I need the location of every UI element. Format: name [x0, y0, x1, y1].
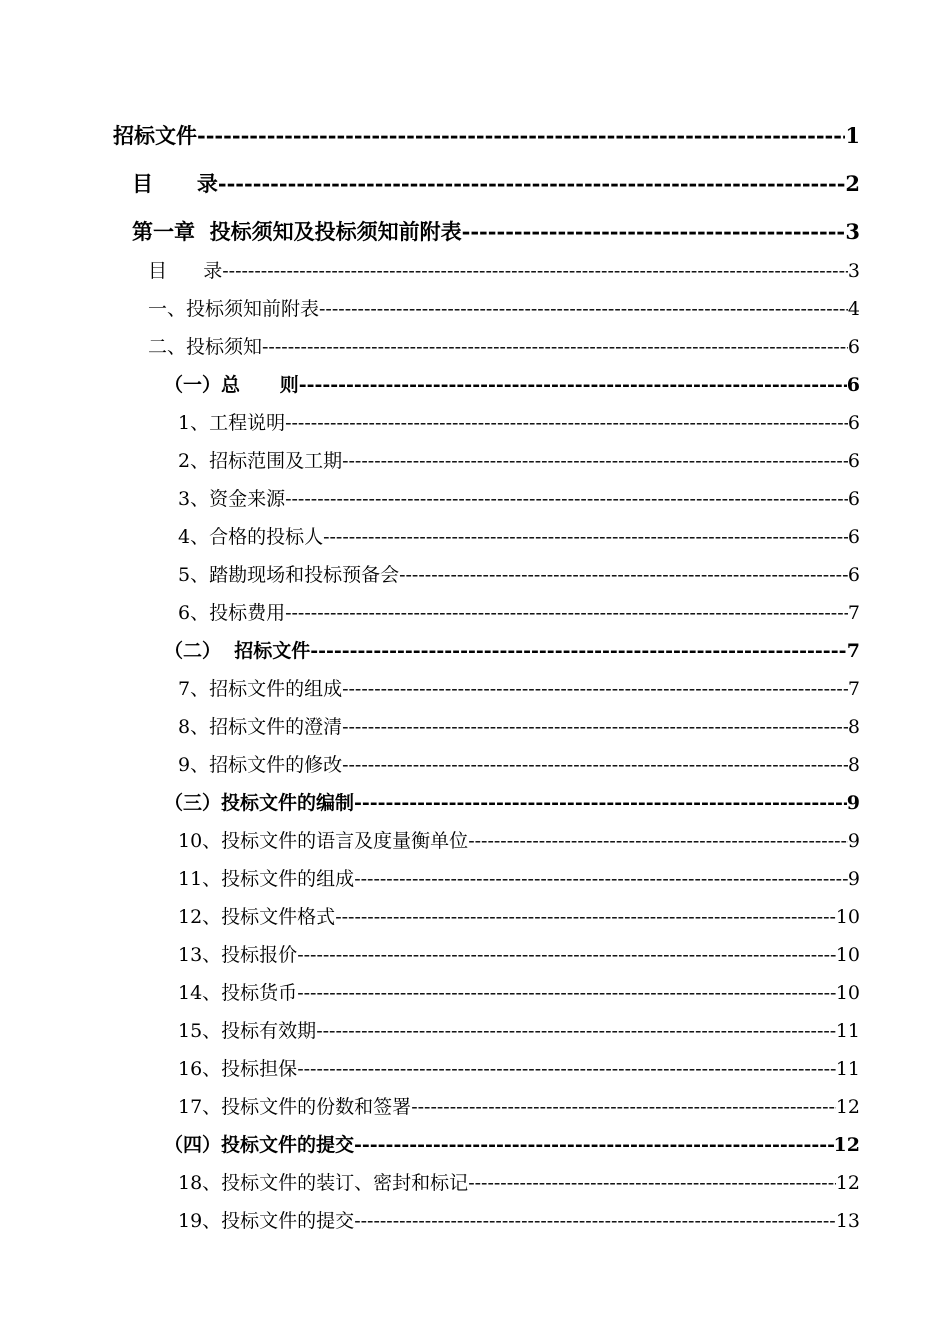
toc-entry-page: 8 [847, 716, 860, 738]
toc-entry[interactable] [178, 978, 860, 1008]
toc-entry-page: 12 [833, 1134, 860, 1156]
toc-entry-title: 目 录 [148, 260, 223, 282]
toc-entry-title: 10、投标文件的语言及度量衡单位 [178, 830, 469, 852]
toc-dot-leader [342, 446, 848, 476]
toc-entry[interactable] [178, 598, 860, 628]
toc-entry-page: 7 [847, 678, 860, 700]
toc-entry-page: 7 [847, 602, 860, 624]
toc-entry[interactable] [178, 484, 860, 514]
toc-entry-title: 12、投标文件格式 [178, 906, 336, 928]
toc-dot-leader [399, 560, 848, 590]
toc-entry-page: 11 [835, 1058, 860, 1080]
toc-entry-title: （二） 招标文件 [164, 640, 311, 662]
toc-entry-title: 9、招标文件的修改 [178, 754, 343, 776]
toc-entry[interactable] [132, 217, 860, 247]
toc-dot-leader [297, 940, 836, 970]
toc-entry[interactable] [178, 826, 860, 856]
toc-entry-title: 16、投标担保 [178, 1058, 298, 1080]
toc-entry-page: 3 [847, 260, 860, 282]
toc-entry-page: 6 [847, 488, 860, 510]
toc-entry-title: 8、招标文件的澄清 [178, 716, 343, 738]
toc-dot-leader [468, 1168, 836, 1198]
toc-dot-leader [316, 1016, 836, 1046]
toc-entry-page: 1 [845, 123, 860, 148]
toc-entry[interactable] [178, 864, 860, 894]
toc-entry-page: 6 [846, 374, 860, 396]
toc-entry-title: 4、合格的投标人 [178, 526, 324, 548]
toc-dot-leader [342, 750, 848, 780]
toc-dot-leader [310, 636, 847, 666]
toc-dot-leader [299, 370, 847, 400]
toc-entry[interactable] [164, 636, 860, 666]
toc-dot-leader [222, 256, 848, 286]
toc-entry-title: （三）投标文件的编制 [164, 792, 355, 814]
toc-entry-title: 13、投标报价 [178, 944, 298, 966]
toc-dot-leader [323, 522, 848, 552]
toc-dot-leader [462, 217, 846, 247]
toc-dot-leader [297, 1054, 836, 1084]
toc-entry-page: 10 [835, 982, 860, 1004]
toc-entry[interactable] [178, 1054, 860, 1084]
toc-entry[interactable] [178, 902, 860, 932]
toc-entry-title: 18、投标文件的装订、密封和标记 [178, 1172, 469, 1194]
toc-dot-leader [197, 121, 845, 151]
toc-dot-leader [354, 1206, 836, 1236]
toc-entry-title: 一、投标须知前附表 [148, 298, 320, 320]
toc-entry-page: 4 [847, 298, 860, 320]
toc-dot-leader [468, 826, 848, 856]
toc-entry-page: 6 [847, 526, 860, 548]
toc-entry-page: 10 [835, 906, 860, 928]
toc-entry[interactable] [178, 1168, 860, 1198]
toc-entry[interactable] [178, 408, 860, 438]
toc-entry-title: （一）总 则 [164, 374, 299, 396]
toc-dot-leader [335, 902, 836, 932]
toc-dot-leader [319, 294, 848, 324]
toc-entry-title: （四）投标文件的提交 [164, 1134, 355, 1156]
toc-entry-title: 招标文件 [113, 123, 197, 148]
toc-dot-leader [342, 712, 848, 742]
toc-entry[interactable] [132, 169, 860, 199]
toc-entry[interactable] [178, 1016, 860, 1046]
toc-dot-leader [297, 978, 836, 1008]
toc-entry-page: 3 [845, 219, 860, 244]
toc-entry-title: 1、工程说明 [178, 412, 286, 434]
toc-entry[interactable] [178, 750, 860, 780]
toc-entry-page: 6 [847, 336, 860, 358]
toc-entry-page: 13 [835, 1210, 860, 1232]
toc-entry[interactable] [148, 294, 860, 324]
toc-entry-title: 5、踏勘现场和投标预备会 [178, 564, 400, 586]
toc-entry[interactable] [178, 940, 860, 970]
toc-entry-page: 6 [847, 412, 860, 434]
toc-entry-page: 6 [847, 450, 860, 472]
toc-entry-title: 第一章 投标须知及投标须知前附表 [132, 219, 462, 244]
toc-entry[interactable] [178, 1206, 860, 1236]
toc-dot-leader [285, 484, 848, 514]
toc-dot-leader [411, 1092, 836, 1122]
toc-entry-title: 7、招标文件的组成 [178, 678, 343, 700]
toc-entry-title: 目 录 [132, 171, 218, 196]
toc-entry[interactable] [148, 332, 860, 362]
toc-dot-leader [354, 788, 847, 818]
toc-dot-leader [218, 169, 846, 199]
toc-dot-leader [354, 1130, 834, 1160]
toc-entry-title: 17、投标文件的份数和签署 [178, 1096, 412, 1118]
toc-entry[interactable] [178, 522, 860, 552]
toc-entry-title: 14、投标货币 [178, 982, 298, 1004]
toc-entry[interactable] [178, 1092, 860, 1122]
toc-entry-page: 11 [835, 1020, 860, 1042]
toc-dot-leader [285, 598, 848, 628]
toc-entry[interactable] [164, 788, 860, 818]
toc-dot-leader [285, 408, 848, 438]
toc-entry-page: 10 [835, 944, 860, 966]
toc-entry[interactable] [164, 370, 860, 400]
toc-dot-leader [262, 332, 848, 362]
toc-entry-page: 8 [847, 754, 860, 776]
toc-dot-leader [342, 674, 848, 704]
toc-entry-page: 9 [846, 792, 860, 814]
toc-entry-page: 12 [835, 1096, 860, 1118]
toc-dot-leader [354, 864, 848, 894]
toc-entry-title: 二、投标须知 [148, 336, 263, 358]
toc-entry[interactable] [178, 674, 860, 704]
toc-entry-title: 6、投标费用 [178, 602, 286, 624]
toc-entry-title: 2、招标范围及工期 [178, 450, 343, 472]
toc-entry[interactable] [178, 560, 860, 590]
toc-entry-page: 9 [847, 868, 860, 890]
toc-entry[interactable] [113, 121, 860, 151]
toc-entry-page: 12 [835, 1172, 860, 1194]
toc-entry-title: 15、投标有效期 [178, 1020, 317, 1042]
toc-entry-title: 11、投标文件的组成 [178, 868, 355, 890]
toc-entry-page: 2 [845, 171, 860, 196]
toc-entry-page: 9 [847, 830, 860, 852]
toc-entry[interactable] [148, 256, 860, 286]
toc-entry-page: 6 [847, 564, 860, 586]
toc-entry-title: 3、资金来源 [178, 488, 286, 510]
toc-entry-title: 19、投标文件的提交 [178, 1210, 355, 1232]
toc-entry-page: 7 [846, 640, 860, 662]
toc-entry[interactable] [164, 1130, 860, 1160]
toc-entry[interactable] [178, 712, 860, 742]
toc-entry[interactable] [178, 446, 860, 476]
